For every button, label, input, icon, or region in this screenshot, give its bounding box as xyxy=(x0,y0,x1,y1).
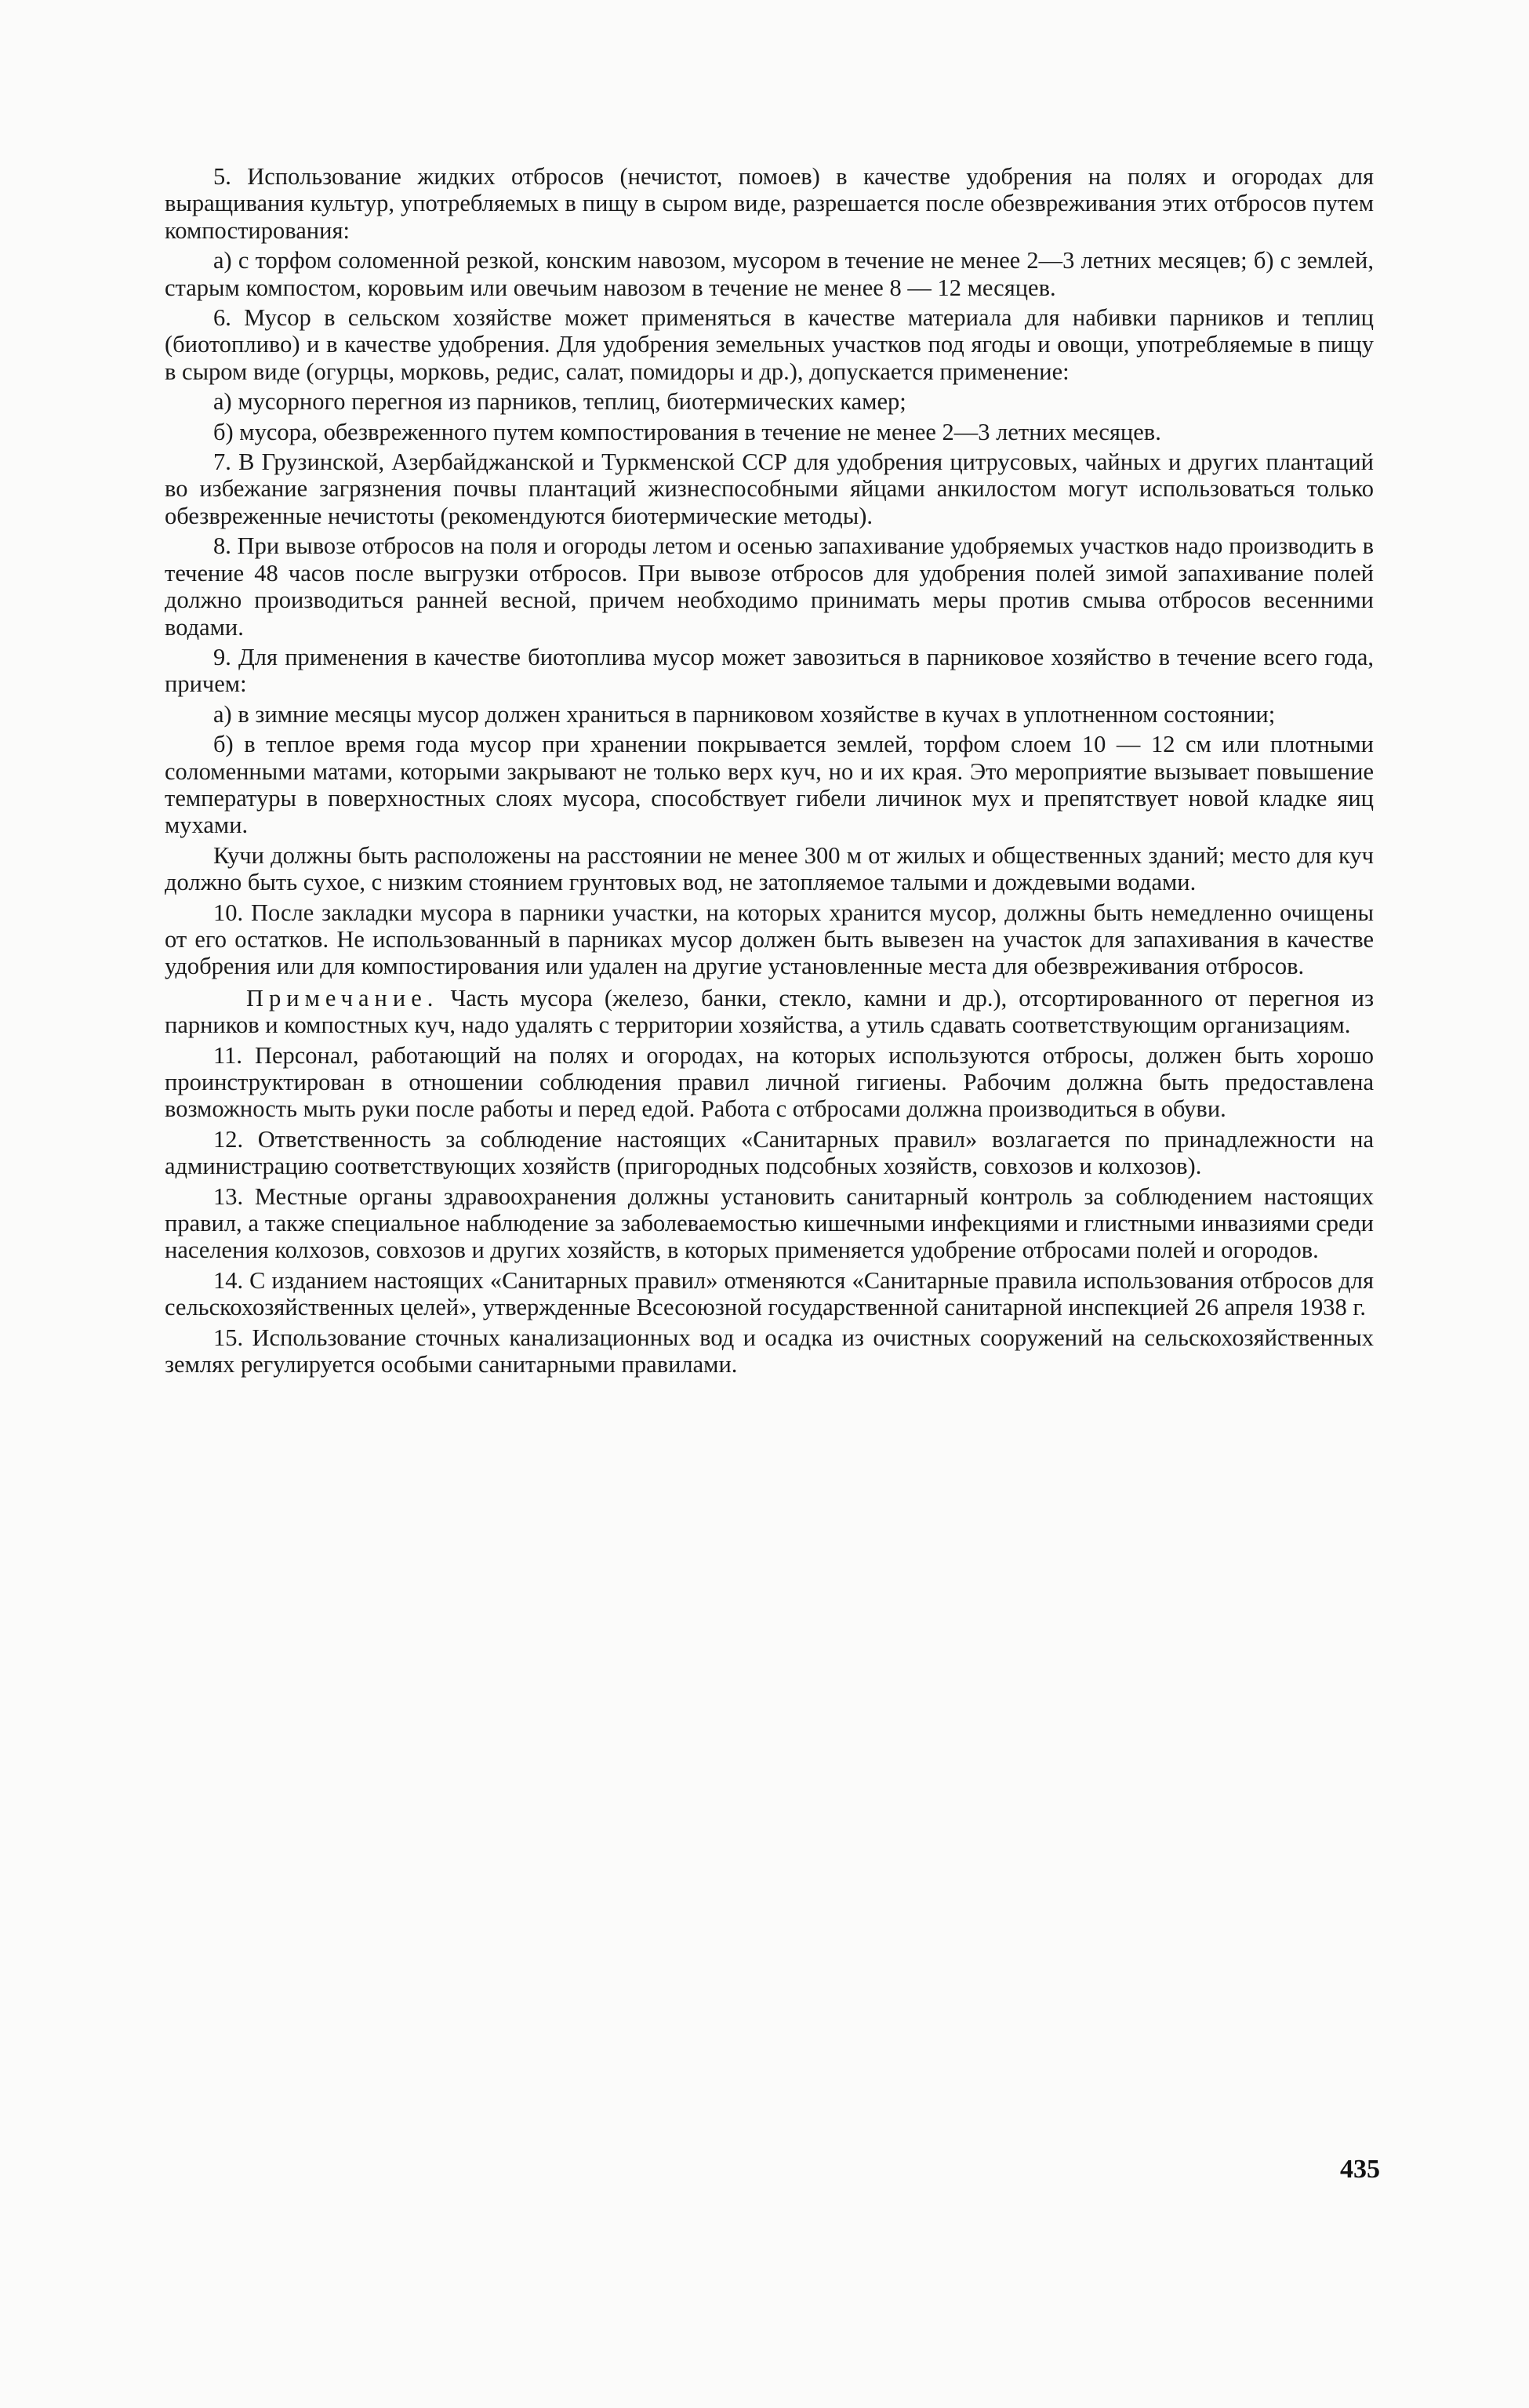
paragraph-12: 12. Ответственность за соблюдение настоящих «Санитарных правил» возлагается по принадлежности на администрацию соответствующих хозяйств (пригородных подсобных хозяйств, совхозов и колхозов). xyxy=(165,1125,1374,1180)
paragraph-14: 14. С изданием настоящих «Санитарных правил» отменяются «Санитарные правила использования отбросов для сельскохозяйственных целей», утвержденные Всесоюзной государственной санитарной инспекцией 26 апреля 1938 г. xyxy=(165,1266,1374,1321)
paragraph-7: 7. В Грузинской, Азербайджанской и Туркменской ССР для удобрения цитрусовых, чайных и других плантаций во избежание загрязнения почвы плантаций жизнеспособными яйцами анкилостом могут использоваться только обезвреженные нечистоты (рекомендуются биотермические методы). xyxy=(165,449,1374,529)
note xyxy=(165,985,1374,1039)
paragraph-5: 5. Использование жидких отбросов (нечистот, помоев) в качестве удобрения на полях и огородах для выращивания культур, употребляемых в пищу в сыром виде, разрешается после обезвреживания этих отбросов путем компостирования: xyxy=(165,163,1374,244)
paragraph-6-item-a: а) мусорного перегноя из парников, теплиц, биотермических камер; xyxy=(213,388,906,416)
note-label: Примечание. xyxy=(246,984,439,1012)
paragraph-6-item-b: б) мусора, обезвреженного путем компостирования в течение не менее 2—3 летних месяцев. xyxy=(213,418,1161,445)
paragraph-11: 11. Персонал, работающий на полях и огородах, на которых используются отбросы, должен быть хорошо проинструктирован в отношении соблюдения правил личной гигиены. Рабочим должна быть предоставлена возможность мыть руки после работы и перед едой. Работа с отбросами должна производиться в обуви. xyxy=(165,1041,1374,1123)
paragraph-5-subitems: а) с торфом соломенной резкой, конским навозом, мусором в течение не менее 2—3 летних месяцев; б) с землей, старым компостом, коровьим или овечьим навозом в течение не менее 8 — 12 месяцев. xyxy=(165,247,1374,301)
paragraph-13: 13. Местные органы здравоохранения должны установить санитарный контроль за соблюдением настоящих правил, а также специальное наблюдение за заболеваемостью кишечными инфекциями и глистными инвазиями среди населения колхозов, совхозов и других хозяйств, в которых применяется удобрение отбросами полей и огородов. xyxy=(165,1182,1374,1264)
paragraph-9-item-a: а) в зимние месяцы мусор должен храниться в парниковом хозяйстве в кучах в уплотненном состоянии; xyxy=(213,700,1276,728)
paragraph-9-item-b: б) в теплое время года мусор при хранении покрывается землей, торфом слоем 10 — 12 см или плотными соломенными матами, которыми закрывают не только верх куч, но и их края. Это мероприятие вызывает повышение температуры в поверхностных слоях мусора, способствует гибели личинок мух и препятствует новой кладке яиц мухами. xyxy=(165,731,1374,839)
note-text: Часть мусора (железо, банки, стекло, камни и др.), отсортированного от перегноя из парников и компостных куч, надо удалять с территории хозяйства, а утиль сдавать соответствующим организациям. xyxy=(165,984,1374,1039)
paragraph-piles: Кучи должны быть расположены на расстоянии не менее 300 м от жилых и общественных зданий; место для куч должно быть сухое, с низким стоянием грунтовых вод, не затопляемое талыми и дождевыми водами. xyxy=(165,841,1374,896)
paragraph-15: 15. Использование сточных канализационных вод и осадка из очистных сооружений на сельскохозяйственных землях регулируется особыми санитарными правилами. xyxy=(165,1324,1374,1378)
page-number: 435 xyxy=(1340,2155,1380,2184)
paragraph-10: 10. После закладки мусора в парники участки, на которых хранится мусор, должны быть немедленно очищены от его остатков. Не использованный в парниках мусор должен быть вывезен на участок для запахивания в качестве удобрения или для компостирования или удален на другие установленные места для обезвреживания отбросов. xyxy=(165,899,1374,980)
paragraph-9: 9. Для применения в качестве биотоплива мусор может завозиться в парниковое хозяйство в течение всего года, причем: xyxy=(165,643,1374,698)
paragraph-8: 8. При вывозе отбросов на поля и огороды летом и осенью запахивание удобряемых участков надо производить в течение 48 часов после выгрузки отбросов. При вывозе отбросов для удобрения полей зимой запахивание полей должно производиться ранней весной, причем необходимо принимать меры против смыва отбросов весенними водами. xyxy=(165,532,1374,641)
paragraph-6: 6. Мусор в сельском хозяйстве может применяться в качестве материала для набивки парников и теплиц (биотопливо) и в качестве удобрения. Для удобрения земельных участков под ягоды и овощи, употребляемые в пищу в сыром виде (огурцы, морковь, редис, салат, помидоры и др.), допускается применение: xyxy=(165,304,1374,385)
body-text xyxy=(165,163,1374,1378)
